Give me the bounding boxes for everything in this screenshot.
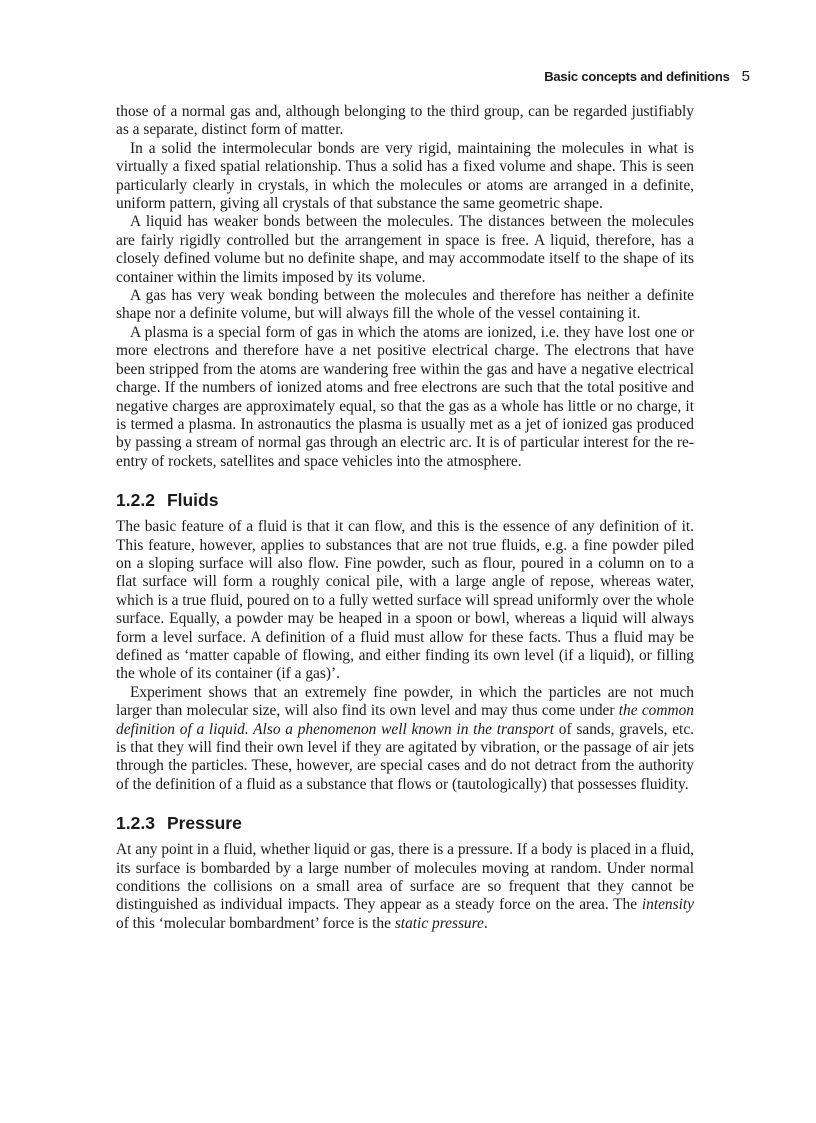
paragraph-pressure	[116, 841, 694, 933]
text-run: of this ‘molecular bombardment’ force is the	[116, 914, 391, 932]
paragraph-liquid: A liquid has weaker bonds between the molecules. The distances between the molecules are fairly rigidly controlled but the arrangement in space is free. A liquid, therefore, has a closely defined volume but no definite shape, and may accommodate itself to the shape of its container within the limits imposed by its volume.	[116, 213, 694, 286]
section-title: Pressure	[166, 813, 242, 834]
italic-term-static-pressure: static pressure	[394, 914, 484, 932]
italic-term-intensity: intensity	[641, 896, 694, 914]
paragraph-solid: In a solid the intermolecular bonds are very rigid, maintaining the molecules in what is virtually a fixed spatial relationship. Thus a solid has a fixed volume and shape. This is seen particularly clearly in crystals, in which the molecules or atoms are arranged in a definite, uniform pattern, giving all crystals of that substance the same geometric shape.	[116, 139, 694, 213]
running-head	[544, 68, 750, 85]
section-number: 1.2.2	[116, 490, 155, 511]
text-run: Experiment shows that an extremely fine powder, in which the particles are not much larger than molecular size, will also find its own level and may thus come under	[116, 683, 694, 720]
text-run: .	[483, 914, 488, 932]
body-text	[116, 103, 694, 933]
section-heading-fluids	[116, 489, 694, 511]
section-heading-pressure	[116, 812, 694, 834]
page-number: 5	[741, 68, 750, 85]
section-title: Fluids	[166, 490, 219, 511]
paragraph-fluid-definition: The basic feature of a fluid is that it can flow, and this is the essence of any definition of it. This feature, however, applies to substances that are not true fluids, e.g. a fine powder piled on a sloping surface will also flow. Fine powder, such as flour, poured in a column on to a flat surface will form a roughly conical pile, with a large angle of repose, whereas water, which is a true fluid, poured on to a fully wetted surface will spread uniformly over the whole surface. Equally, a powder may be heaped in a spoon or bowl, whereas a liquid will always form a level surface. A definition of a fluid must allow for these facts. Thus a fluid may be defined as ‘matter capable of flowing, and either finding its own level (if a liquid), or filling the whole of its container (if a gas)’.	[116, 518, 694, 683]
running-head-title: Basic concepts and definitions	[544, 69, 730, 84]
paragraph-continuation: those of a normal gas and, although belonging to the third group, can be regarded justifiably as a separate, distinct form of matter.	[116, 103, 694, 139]
italic-text-run: the common definition of a liquid. Also a phenomenon well known in the transport	[116, 702, 694, 738]
text-run: At any point in a fluid, whether liquid or gas, there is a pressure. If a body is placed in a fluid, its surface is bombarded by a large number of molecules moving at random. Under normal conditions the collisions on a small area of surface are so frequent that they cannot be distinguished as individual impacts. They appear as a steady force on the area. The	[116, 841, 694, 914]
paragraph-gas: A gas has very weak bonding between the molecules and therefore has neither a definite shape nor a definite volume, but will always fill the whole of the vessel containing it.	[116, 287, 694, 323]
text-run: of sands, gravels, etc. is that they will find their own level if they are agitated by vibration, or the passage of air jets through the particles. These, however, are special cases and do not detract from the authority of the definition of a fluid as a substance that flows or (tautologically) that possesses fluidity.	[116, 720, 694, 793]
paragraph-fine-powder	[116, 684, 694, 794]
paragraph-plasma: A plasma is a special form of gas in which the atoms are ionized, i.e. they have lost one or more electrons and therefore have a net positive electrical charge. The electrons that have been stripped from the atoms are wandering free within the gas and have a negative electrical charge. If the numbers of ionized atoms and free electrons are such that the total positive and negative charges are approximately equal, so that the gas as a whole has little or no charge, it is termed a plasma. In astronautics the plasma is usually met as a jet of ionized gas produced by passing a stream of normal gas through an electric arc. It is of particular interest for the re-entry of rockets, satellites and space vehicles into the atmosphere.	[116, 323, 694, 470]
section-number: 1.2.3	[116, 813, 155, 834]
